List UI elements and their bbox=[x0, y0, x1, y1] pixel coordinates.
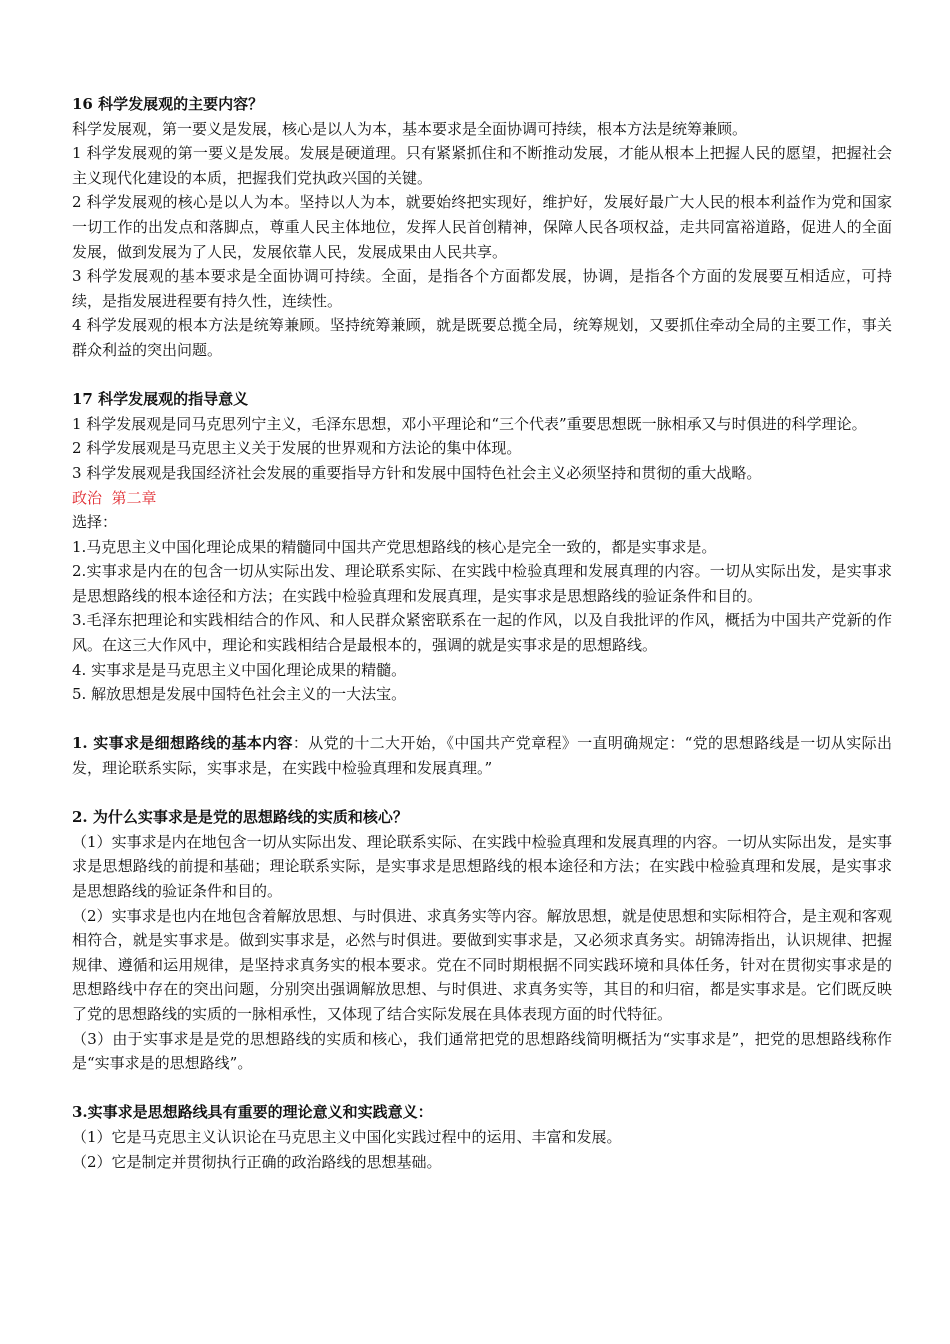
question-3-heading: 3.实事求是思想路线具有重要的理论意义和实践意义： bbox=[72, 1103, 433, 1122]
section-17-point-2: 2 科学发展观是马克思主义关于发展的世界观和方法论的集中体现。 bbox=[72, 439, 522, 458]
question-2-point-2: （2）实事求是也内在地包含着解放思想、与时俱进、求真务实等内容。解放思想，就是使思想和实际相符合，是主观和客观相符合，就是实事求是。做到实事求是，必然与时俱进。要做到实事求是，又必须求真务实。胡锦涛指出，认识规律、把握规律、遵循和运用规律，是坚持求真务实的根本要求。党在不同时期根据不同实践环境和具体任务，针对在贯彻实事求是的思想路线中存在的突出问题，分别突出强调解放思想、与时俱进、求真务实等，其目的和归宿，都是实事求是。它们既反映了党的思想路线的实质的一脉相承性，又体现了结合实际发展在具体表现方面的时代特征。 bbox=[72, 906, 892, 1023]
blank-line bbox=[72, 363, 892, 388]
section-16-point-3: 3 科学发展观的基本要求是全面协调可持续。全面，是指各个方面都发展，协调，是指各个方面的发展要互相适应，可持续，是指发展进程要有持久性，连续性。 bbox=[72, 267, 892, 310]
question-3-point-2: （2）它是制定并贯彻执行正确的政治路线的思想基础。 bbox=[72, 1152, 442, 1171]
choice-label: 选择： bbox=[72, 513, 118, 532]
section-17-point-3: 3 科学发展观是我国经济社会发展的重要指导方针和发展中国特色社会主义必须坚持和贯彻的重大战略。 bbox=[72, 463, 762, 482]
blank-line bbox=[72, 707, 892, 732]
section-17-heading: 17 科学发展观的指导意义 bbox=[72, 390, 249, 409]
question-3-point-1: （1）它是马克思主义认识论在马克思主义中国化实践过程中的运用、丰富和发展。 bbox=[72, 1127, 622, 1146]
question-2-heading: 2. 为什么实事求是是党的思想路线的实质和核心？ bbox=[72, 808, 408, 827]
blank-line bbox=[72, 1076, 892, 1101]
choice-item-5: 5. 解放思想是发展中国特色社会主义的一大法宝。 bbox=[72, 685, 407, 704]
choice-item-4: 4. 实事求是是马克思主义中国化理论成果的精髓。 bbox=[72, 660, 407, 679]
section-17-point-1: 1 科学发展观是同马克思列宁主义，毛泽东思想，邓小平理论和“三个代表”重要思想既一脉相承又与时俱进的科学理论。 bbox=[72, 414, 867, 433]
section-16-point-2: 2 科学发展观的核心是以人为本。坚持以人为本，就要始终把实现好，维护好，发展好最广大人民的根本利益作为党和国家一切工作的出发点和落脚点，尊重人民主体地位，发挥人民首创精神，保障人民各项权益，走共同富裕道路，促进人的全面发展，做到发展为了人民，发展依靠人民，发展成果由人民共享。 bbox=[72, 193, 892, 261]
section-16-heading: 16 科学发展观的主要内容？ bbox=[72, 95, 264, 113]
chapter-label: 政治 第二章 bbox=[72, 488, 157, 507]
choice-item-1: 1.马克思主义中国化理论成果的精髓同中国共产党思想路线的核心是完全一致的，都是实事求是。 bbox=[72, 537, 717, 556]
choice-item-2: 2.实事求是内在的包含一切从实际出发、理论联系实际、在实践中检验真理和发展真理的内容。一切从实际出发，是实事求是思想路线的根本途径和方法；在实践中检验真理和发展真理，是实事求是思想路线的验证条件和目的。 bbox=[72, 562, 892, 605]
question-1-paragraph bbox=[72, 731, 892, 780]
question-2-point-1: （1）实事求是内在地包含一切从实际出发、理论联系实际、在实践中检验真理和发展真理的内容。一切从实际出发，是实事求是思想路线的前提和基础；理论联系实际，是实事求是思想路线的根本途径和方法；在实践中检验真理和发展，是实事求是思想路线的验证条件和目的。 bbox=[72, 832, 892, 900]
section-16-point-4: 4 科学发展观的根本方法是统筹兼顾。坚持统筹兼顾，就是既要总揽全局，统筹规划，又要抓住牵动全局的主要工作，事关群众利益的突出问题。 bbox=[72, 316, 892, 359]
question-2-point-3: （3）由于实事求是是党的思想路线的实质和核心，我们通常把党的思想路线简明概括为“实事求是”，把党的思想路线称作是“实事求是的思想路线”。 bbox=[72, 1029, 892, 1073]
question-1-text: ：从党的十二大开始，《中国共产党章程》一直明确规定：“党的思想路线是一切从实际出发，理论联系实际，实事求是，在实践中检验真理和发展真理。” bbox=[72, 734, 892, 778]
choice-item-3: 3.毛泽东把理论和实践相结合的作风、和人民群众紧密联系在一起的作风，以及自我批评的作风，概括为中国共产党新的作风。在这三大作风中，理论和实践相结合是最根本的，强调的就是实事求是的思想路线。 bbox=[72, 611, 892, 655]
blank-line bbox=[72, 781, 892, 806]
question-1-heading: 1. 实事求是细想路线的基本内容 bbox=[72, 734, 293, 753]
section-16-intro: 科学发展观，第一要义是发展，核心是以人为本，基本要求是全面协调可持续，根本方法是统筹兼顾。 bbox=[72, 119, 748, 138]
section-16-point-1: 1 科学发展观的第一要义是发展。发展是硬道理。只有紧紧抓住和不断推动发展，才能从根本上把握人民的愿望，把握社会主义现代化建设的本质，把握我们党执政兴国的关键。 bbox=[72, 144, 892, 187]
